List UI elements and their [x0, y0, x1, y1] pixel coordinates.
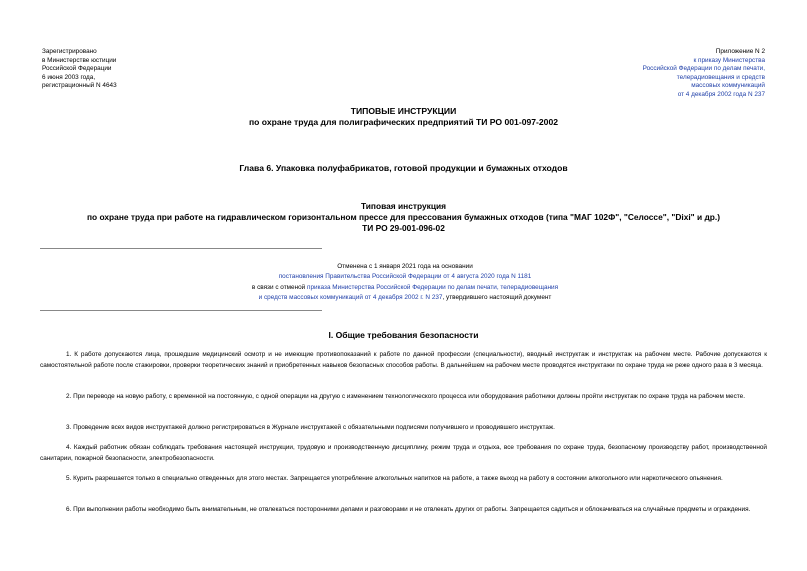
paragraph: 4. Каждый работник обязан соблюдать требования настоящей инструкции, трудовую и производственную дисциплину, режим труда и отдыха, все требования по охране труда, безопасному производству работ, производственной санитарии, пожарной безопасности, электробезопасности. — [40, 444, 767, 462]
instruction-line: Типовая инструкция — [360, 201, 447, 211]
registration-line: регистрационный N 4643 — [42, 82, 117, 90]
divider — [40, 248, 322, 249]
instruction-title — [0, 201, 807, 234]
registration-line: в Министерстве юстиции — [42, 56, 117, 64]
document-title — [0, 106, 807, 128]
registration-line: Зарегистрировано — [42, 48, 97, 55]
appendix-order-link[interactable]: от 4 декабря 2002 года N 237 — [677, 90, 765, 98]
appendix-note — [525, 48, 765, 100]
cancel-line: Отменена с 1 января 2021 года на основании — [337, 263, 473, 270]
order-link[interactable]: приказа Министерства Российской Федерации по делам печати, телерадиовещания — [307, 283, 559, 291]
resolution-link[interactable]: постановления Правительства Российской Федерации от 4 августа 2020 года N 1181 — [278, 273, 532, 281]
appendix-line: Приложение N 2 — [715, 48, 765, 55]
section-heading: I. Общие требования безопасности — [328, 330, 479, 340]
paragraph: 5. Курить разрешается только в специально отведенных для этого местах. Запрещается употребление алкогольных напитков на работе, а также выход на работу в состоянии алкогольного или наркотического опьянения. — [66, 475, 723, 482]
cancel-text: в связи с отменой — [251, 283, 308, 291]
appendix-order-link[interactable]: Российской Федерации по делам печати, — [642, 65, 765, 73]
registration-note — [42, 48, 242, 91]
title-line: по охране труда для полиграфических предприятий ТИ РО 001-097-2002 — [248, 117, 559, 127]
divider — [40, 310, 322, 311]
paragraph: 6. При выполнении работы необходимо быть внимательным, не отвлекаться посторонними делами и разговорами и не отвлекать других от работы. Запрещается садиться и облокачиваться на случайные предметы и ограждения. — [66, 506, 751, 513]
appendix-order-link[interactable]: к приказу Министерства — [693, 56, 765, 64]
instruction-line: ТИ РО 29-001-096-02 — [362, 223, 445, 233]
cancel-text: , утвердившего настоящий документ — [442, 294, 552, 302]
registration-line: Российской Федерации — [42, 65, 112, 73]
title-line: ТИПОВЫЕ ИНСТРУКЦИИ — [350, 106, 457, 116]
paragraph: 3. Проведение всех видов инструктажей должно регистрироваться в Журнале инструктажей с обязательными подписями получившего и проводившего инструктаж. — [66, 424, 555, 431]
order-link[interactable]: и средств массовых коммуникаций от 4 декабря 2002 г. N 237 — [258, 294, 443, 302]
registration-line: 6 июня 2003 года, — [42, 73, 96, 81]
instruction-line: по охране труда при работе на гидравлическом горизонтальном прессе для прессования бумажных отходов (типа "МАГ 102Ф", "Селоссе", "Dixi" и др.) — [86, 212, 720, 222]
paragraph: 2. При переводе на новую работу, с временной на постоянную, с одной операции на другую с изменением технологического процесса или оборудования работники должны пройти инструктаж по охране труда на рабочем месте. — [66, 393, 745, 400]
chapter-heading: Глава 6. Упаковка полуфабрикатов, готовой продукции и бумажных отходов — [239, 163, 568, 173]
cancellation-note — [200, 262, 610, 304]
paragraph: 1. К работе допускаются лица, прошедшие медицинский осмотр и не имеющие противопоказаний к работе по данной профессии (специальности), вводный инструктаж и инструктаж на рабочем месте. Рабочие допускаются к самостоятельной работе после стажировки, проверки теоретических знаний и приобретенных навыков безопасных способов работы. В дальнейшем на рабочем месте проводятся инструктажи по охране труда не реже одного раза в 3 месяца. — [40, 351, 767, 369]
appendix-order-link[interactable]: телерадиовещания и средств — [676, 73, 765, 81]
appendix-order-link[interactable]: массовых коммуникаций — [691, 82, 765, 90]
